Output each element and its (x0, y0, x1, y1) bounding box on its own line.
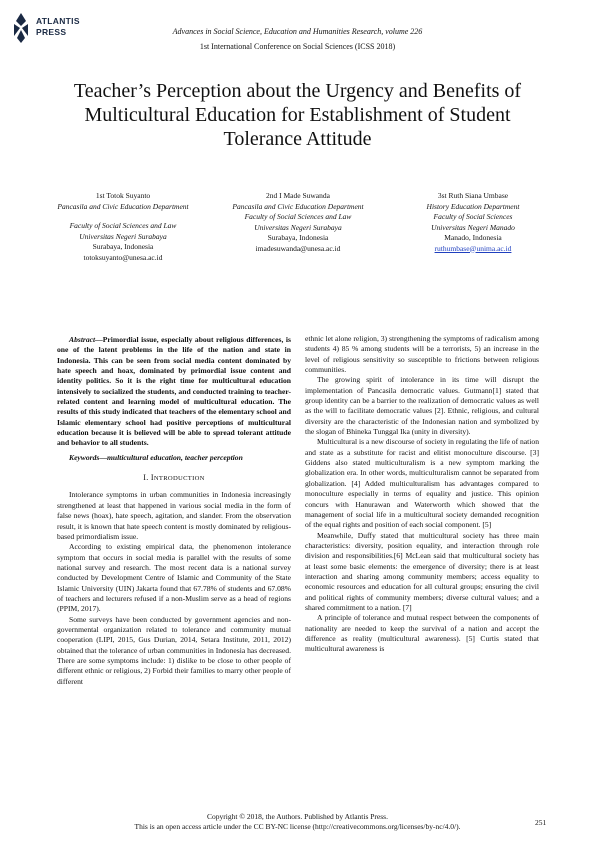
section-first-letter: I (150, 473, 154, 483)
author-city: Surabaya, Indonesia (92, 242, 154, 251)
author-name: 1st Totok Suyanto (95, 191, 151, 200)
body-paragraph: The growing spirit of intolerance in its time will disrupt the implementation of Pancasila democratic values. Gutmann[1] stated that group identity can be a barrier to the realization of democratic values as well as the will to facilitate democratic values [2]. Ethnic, religious, and cultural diversity are the characteristic of the Indonesian nation and symbolized by the slogan of Bhineka Tunggal Ika (unity in diversity). (305, 375, 539, 437)
author-university: Universitas Negeri Surabaya (79, 231, 167, 241)
body-paragraph: Intolerance symptoms in urban communities in Indonesia increasingly strengthened at least that happened in various social media in the form of false news (hoax), hate speech, agitation, and slander. From the observation result, it is known that hate speech content is mostly dominated by religious-based primordialism issue. (57, 490, 291, 541)
author-name: 2nd I Made Suwanda (266, 191, 330, 200)
author-email-link[interactable]: ruthumbase@unima.ac.id (434, 243, 512, 253)
author-city: Manado, Indonesia (444, 233, 502, 242)
author-email: totoksuyanto@unesa.ac.id (83, 252, 163, 262)
abstract-label: Abstract— (69, 335, 103, 344)
logo-line-2: PRESS (36, 27, 67, 37)
author-faculty: Faculty of Social Sciences (433, 212, 513, 221)
body-paragraph: A principle of tolerance and mutual respect between the components of nationality are needed to keep the survival of a nation and accept the difference as reality (multicultural awareness). [5] Curtis stated that multicultural awareness is (305, 613, 539, 654)
author-email: imadesuwanda@unesa.ac.id (255, 243, 341, 253)
body-paragraph: According to existing empirical data, the phenomenon intolerance symptom that occurs in social media is parallel with the results of some national survey and research. The most recent data is a national survey conducted by Development Centre of Islamic and Community of the State Islamic University (UIN) Jakarta found that 67.78% of students and 67.08% of teachers and lecturers refused if a non-Muslim serve as a head of regions (PPIM, 2017). (57, 542, 291, 614)
series-header: Advances in Social Science, Education and Humanities Research, volume 226 (172, 27, 423, 36)
logo-line-1: ATLANTIS (36, 16, 80, 26)
section-heading (57, 473, 291, 484)
author-block-3 (398, 191, 548, 254)
keywords: Keywords—multicultural education, teacher perception (69, 452, 243, 462)
license-line: This is an open access article under the CC BY-NC license (http://creativecommons.org/licenses/by-nc/4.0/). (134, 822, 461, 831)
author-university: Universitas Negeri Manado (431, 222, 515, 232)
section-rest: NTRODUCTION (153, 475, 205, 483)
author-university: Universitas Negeri Surabaya (254, 222, 342, 232)
right-column (305, 334, 539, 655)
section-number: I. (143, 473, 149, 483)
author-block-1 (48, 191, 198, 263)
copyright-line: Copyright © 2018, the Authors. Published by Atlantis Press. (207, 812, 388, 821)
author-name: 3st Ruth Siana Umbase (437, 191, 509, 200)
body-paragraph: Multicultural is a new discourse of society in regulating the life of nation and state as a substitute for racist and elitist monoculture discourse. [3] Giddens also stated multiculturalism is a new symptom marking the globalization era. In other words, multiculturalism cannot be separated from globalization. [4] Added multiculturalism has advantages compared to monoculture especially in terms of equality and justice. This opinion concurs with Hanurawan and Waterworth which showed that the management of social life in a multicultural society demanded recognition of the equal rights and position of each social component. [5] (305, 437, 539, 530)
body-paragraph: Meanwhile, Duffy stated that multicultural society has three main characteristics: diversity, position equality, and interaction through role division and responsibilities.[6] McLean said that multicultural society has at least some basic elements: the emergence of diversity; there is at least interaction and sharing among community members; access equality to economic resources and education for all cultural groups; ensuring the civil and political rights of community members; diverse cultural values; and a shared commitment to a nation. [7] (305, 530, 539, 612)
conference-header: 1st International Conference on Social Sciences (ICSS 2018) (199, 42, 396, 51)
author-dept: History Education Department (426, 201, 520, 211)
abstract-text: Primordial issue, especially about religious differences, is one of the latent problems in the life of the nation and state in Indonesia. This can be seen from social media content dominated by hate speech and hoax, dominated by primordial issue content and identity politics. So it is the right time for multicultural education intensively to socialized the students, and conducted training to teacher-related content and learning model of multicultural education. The results of this study indicated that teachers of the elementary school and Islamic elementary school had positive perceptions of multicultural education because it is believed will be able to spread tolerant attitude and behavior to all students. (57, 335, 291, 448)
author-dept: Pancasila and Civic Education Department (57, 201, 189, 211)
body-paragraph: ethnic let alone religion, 3) strengthening the symptoms of radicalism among students 4) 85 % among students will be a terrorists, 5) an increase in the level of religious sensitivity so susceptible to frictions between religious communities. (305, 334, 539, 375)
footer (0, 812, 595, 832)
author-city: Surabaya, Indonesia (267, 233, 329, 242)
page-number: 251 (535, 818, 547, 827)
abstract (57, 335, 291, 449)
author-faculty: Faculty of Social Sciences and Law (69, 221, 177, 230)
paper-title: Teacher’s Perception about the Urgency and Benefits of Multicultural Education for Establishment of Student Tolerance Attitude (73, 80, 522, 150)
author-dept: Pancasila and Civic Education Department (232, 201, 364, 211)
author-faculty: Faculty of Social Sciences and Law (244, 212, 352, 221)
body-paragraph: Some surveys have been conducted by government agencies and non-governmental organization related to tolerance and community mutual cooperation (LIPI, 2015, Gus Durian, 2014, Setara Institute, 2011, 2012) obtained that the tolerance of urban communities in Indonesia has decreased. There are some symptoms include: 1) dislike to be close to other people of different ethnic or religious, 2) Forbid their families to marry other people of different (57, 614, 291, 686)
author-block-2 (222, 191, 374, 254)
left-column (57, 335, 291, 687)
